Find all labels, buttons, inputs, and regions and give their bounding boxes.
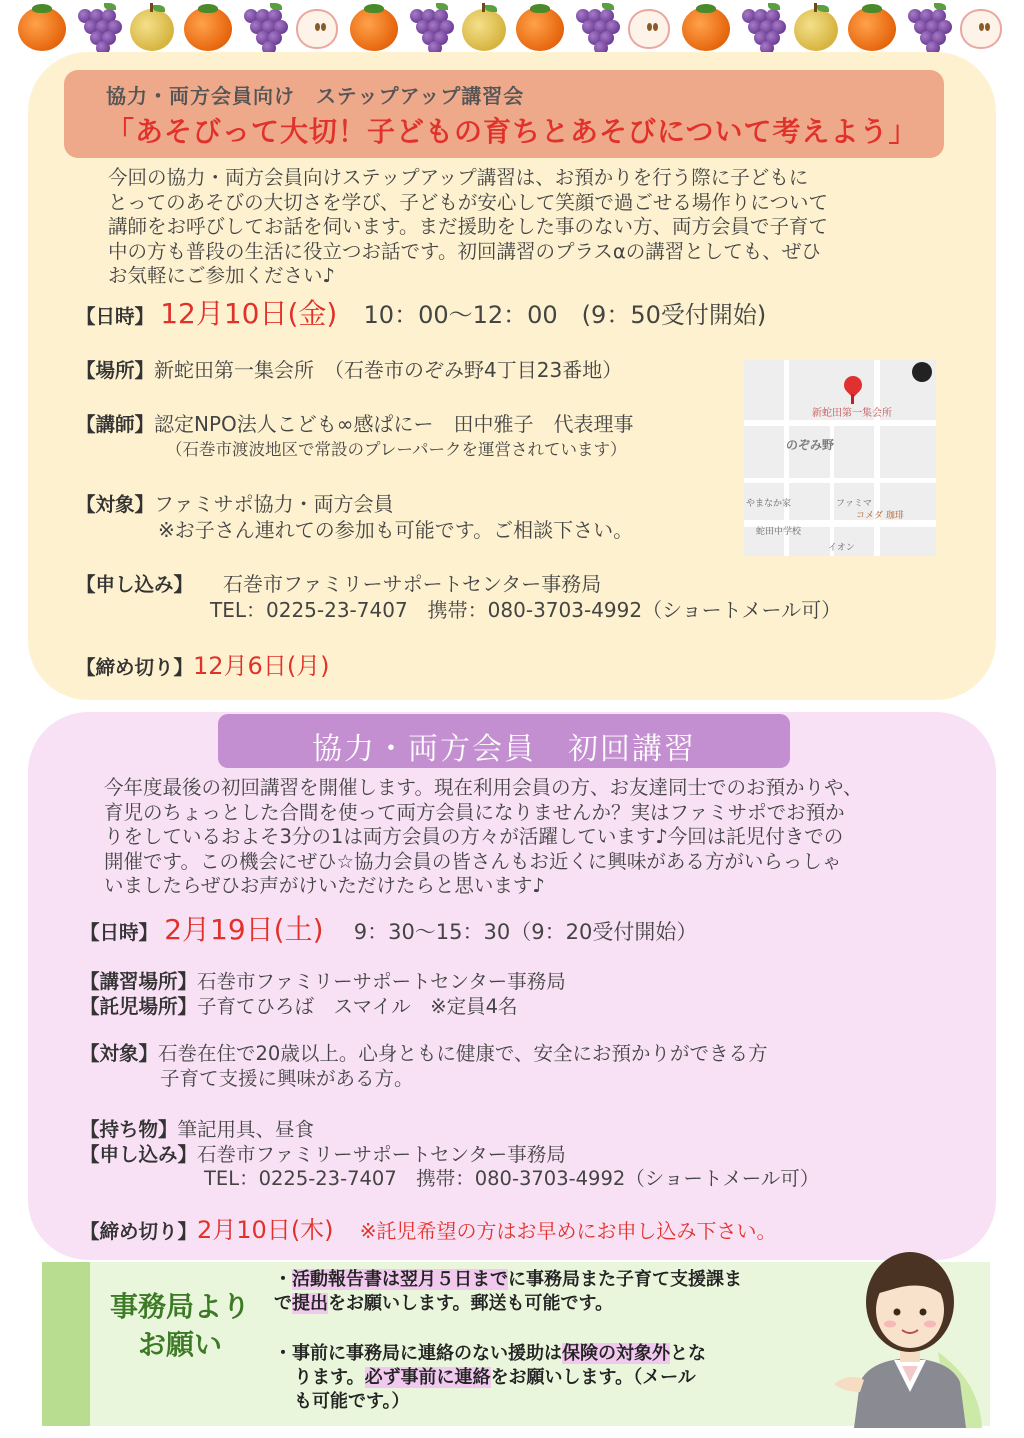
notice-insurance: ・事前に事務局に連絡のない援助は保険の対象外とな ります。必ず事前に連絡をお願いします。（メール も可能です。） [274,1343,706,1412]
grape-icon [902,3,952,53]
stepup-lecturer-row: 【講師】認定NPO法人こども∞感ぱにー 田中雅子 代表理事 （石巻市渡波地区で常設のプレーパークを運営されています） [76,412,634,459]
initial-date: 2月19日(土) [164,913,324,946]
stepup-date: 12月10日(金) [160,297,338,330]
map-school-label: 蛇田中学校 [756,527,802,537]
stepup-apply-row: 【申し込み】 石巻市ファミリーサポートセンター事務局 TEL：0225-23-7407 携帯：080-3703-4992（ショートメール可） [76,572,842,622]
stepup-date-row: 【日時】 12月10日(金) 10：00〜12：00 (9：50受付開始) [76,297,767,330]
map-menu-icon[interactable] [912,362,932,382]
initial-target-row: 【対象】石巻在住で20歳以上。心身ともに健康で、安全にお預かりができる方 子育て支援に興味がある方。 [80,1042,768,1090]
stepup-banner [64,70,944,158]
grape-icon [736,3,786,53]
stepup-subtitle: 協力・両方会員向け ステップアップ講習会 [106,84,525,108]
apple-icon [625,3,675,53]
apple-icon [293,3,343,53]
notice-title: 事務局より お願い [109,1290,250,1361]
initial-deadline-row: 【締め切り】2月10日(木) ※託児希望の方はお早めにお申し込み下さい。 [80,1216,777,1244]
stepup-deadline-row: 【締め切り】12月6日(月) [76,652,330,680]
initial-items-row: 【持ち物】筆記用具、昼食 【申し込み】石巻市ファミリーサポートセンター事務局 TEL：0225-23-7407 携帯：080-3703-4992（ショートメール可） [80,1118,820,1190]
staff-illustration [830,1232,990,1428]
map-pin-label: 新蛇田第一集会所 [812,408,892,419]
grape-icon [570,3,620,53]
initial-time: 9：30〜15：30（9：20受付開始） [353,920,698,944]
initial-date-row: 【日時】 2月19日(土) 9：30〜15：30（9：20受付開始） [80,913,698,946]
map-shop-label: コメダ 珈琲 [856,511,904,521]
pear-icon [791,3,841,53]
initial-course-banner [218,714,790,768]
grape-icon [238,3,288,53]
persimmon-icon [847,3,897,53]
initial-course-intro: 今年度最後の初回講習を開催します。現在利用会員の方、お友達同士でのお預かりや、 育児のちょっとした合間を使って両方会員になりませんか？実はファミサポでお預か りをしているおよそ3分の1は両方会員の方々が活躍しています♪今回は託児付きでの 開催です。この機会にぜひ☆協力会員の皆さんもお近くに興味がある方がいらっしゃ いましたらぜひお声がけいただけたらと思います♪ [104,776,863,897]
map-shop-label: イオン [828,543,855,553]
stepup-intro: 今回の協力・両方会員向けステップアップ講習は、お預かりを行う際に子どもに とってのあそびの大切さを学び、子どもが安心して笑顔で過ごせる場作りについて 講師をお呼びしてお話を伺います。まだ援助をした事のない方、両方会員で子育て 中の方も普段の生活に役立つお話です。初回講習のプラスαの講習としても、ぜひ お気軽にご参加ください♪ [108,166,828,287]
persimmon-icon [183,3,233,53]
grape-icon [404,3,454,53]
fruit-border [0,0,1024,56]
stepup-deadline: 12月6日(月) [193,652,330,680]
grape-icon [72,3,122,53]
stepup-time: 10：00〜12：00 (9：50受付開始) [363,301,767,329]
stepup-target-row: 【対象】ファミサポ協力・両方会員 ※お子さん連れての参加も可能です。ご相談下さい。 [76,492,634,542]
map-shop-label: ファミマ [836,499,872,509]
stepup-place-row: 【場所】新蛇田第一集会所 （石巻市のぞみ野4丁目23番地） [76,358,623,382]
persimmon-icon [17,3,67,53]
initial-course-title: 協力・両方会員 初回講習 [312,732,696,767]
persimmon-icon [349,3,399,53]
location-map[interactable] [744,360,936,556]
initial-deadline-note: ※託児希望の方はお早めにお申し込み下さい。 [359,1219,777,1243]
map-area-label: のぞみ野 [786,438,835,452]
persimmon-icon [681,3,731,53]
notice-accent-strip [42,1262,90,1426]
pear-icon [127,3,177,53]
stepup-title: 「あそびって大切！子どもの育ちとあそびについて考えよう」 [106,115,918,148]
initial-venue-row: 【講習場所】石巻市ファミリーサポートセンター事務局 【託児場所】子育てひろば スマイル ※定員4名 [80,970,566,1018]
pear-icon [459,3,509,53]
initial-deadline: 2月10日(木) [197,1216,334,1244]
notice-report: ・活動報告書は翌月５日までに事務局また子育て支援課ま で提出をお願いします。郵送も可能です。 [274,1269,742,1314]
apple-icon [957,3,1007,53]
persimmon-icon [515,3,565,53]
map-shop-label: やまなか家 [746,499,792,509]
